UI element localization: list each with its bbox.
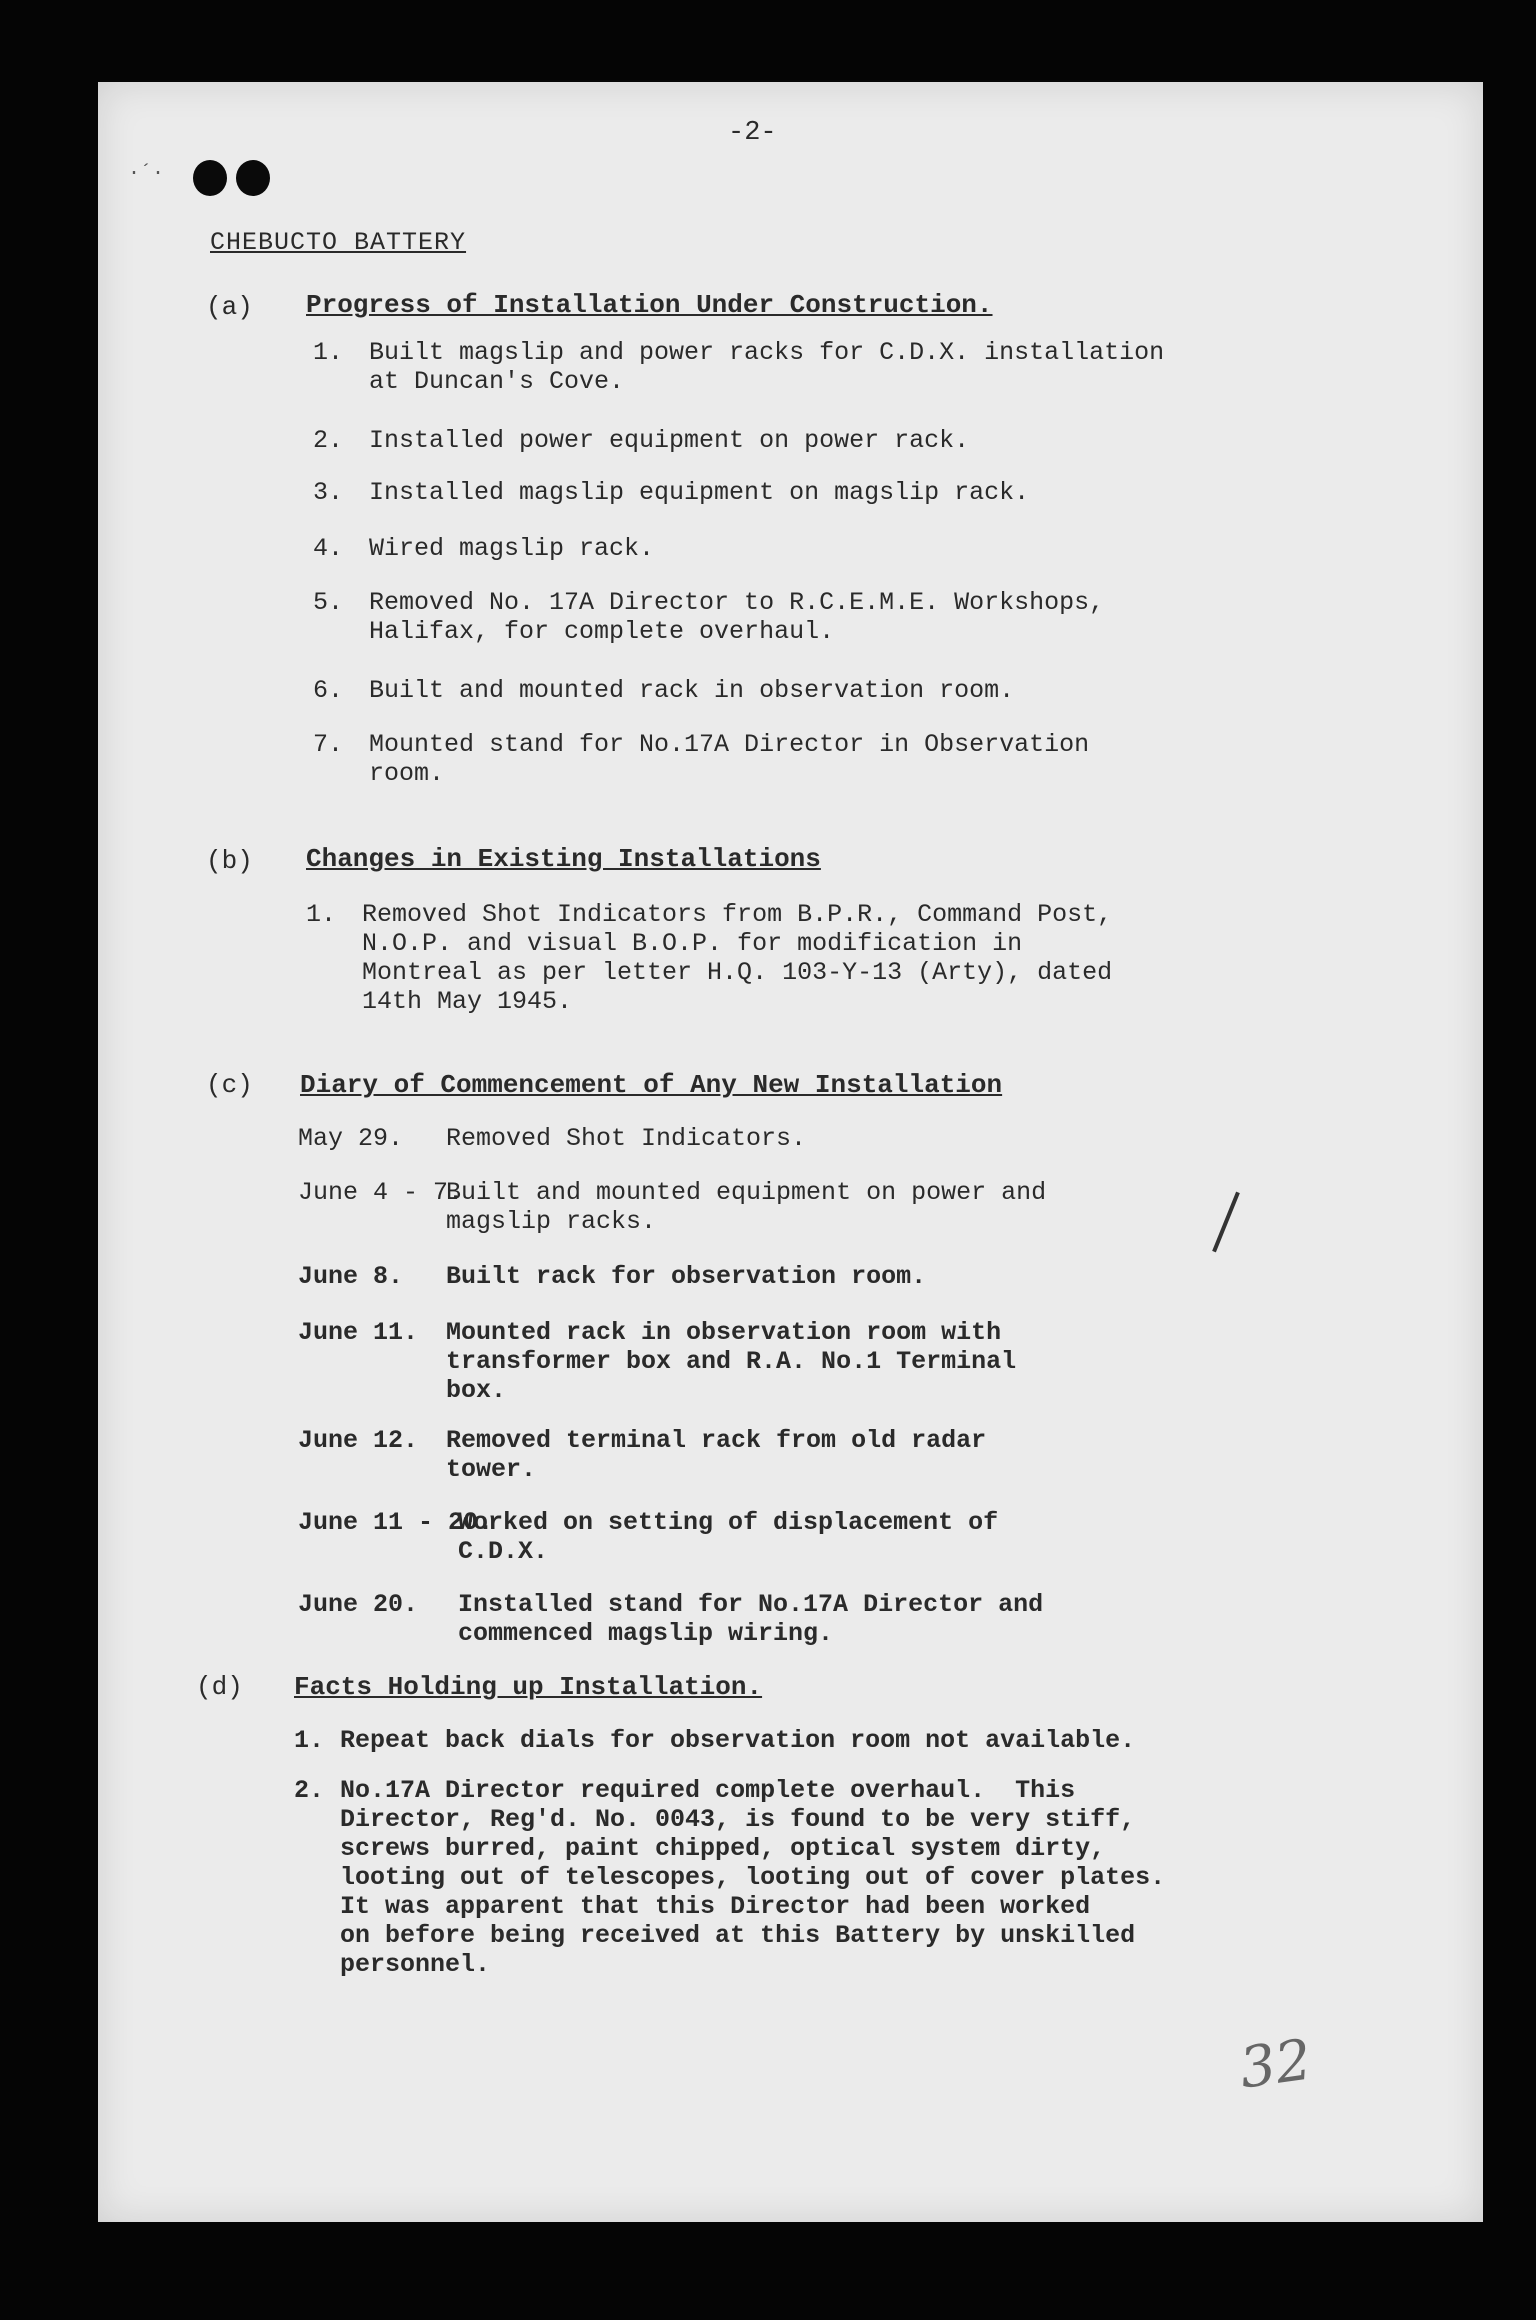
punch-hole (236, 160, 270, 196)
document-title: CHEBUCTO BATTERY (210, 228, 467, 257)
section-d-letter: (d) (196, 1672, 243, 1702)
section-a-letter: (a) (206, 292, 253, 322)
page-number: -2- (728, 118, 777, 148)
handwritten-tick-mark (1212, 1192, 1240, 1253)
margin-scribble: ·´· (128, 162, 165, 185)
section-b-letter: (b) (206, 846, 253, 876)
section-a-heading: Progress of Installation Under Construction. (306, 290, 993, 320)
document-page: ·´· -2- CHEBUCTO BATTERY (a) Progress of Installation Under Construction. 1. Built magslip and power racks for C.D.X. installation at Duncan's Cove. 2. Installed power equipment on power rack. 3. Installed magslip equipment on magslip rack. 4. Wired magslip rack. 5. Removed No. 17A Director to R.C.E.M.E. Workshops, Halifax, for complete overhaul. 6. Built and mounted rack in observation room. 7. Mounted stand for No.17A Director in Observation room. (b) Changes in Existing Installations 1. Removed Shot Indicators from B.P.R., Command Post, N.O.P. and visual B.O.P. for modification in Montreal as per letter H.Q. 103-Y-13 (Arty), dated 14th May 1945. (c) Diary of Commencement of Any New Installation May 29. Removed Shot Indicators. June 4 - 7. Built and mounted equipment on power and magslip racks. June 8. Built rack for observation room. June 11. Mounted rack in observation room with transformer box and R.A. No.1 Terminal box. June 12. Removed terminal rack from old radar tower. June 11 - 20. Worked on setting of displacement of C.D.X. June 20. Installed stand for No.17A Director and commenced magslip wiring. (d) Facts Holding up Installation. 1. Repeat back dials for observation room not available. 2. No.17A Director required complete overhaul. This Director, Reg'd. No. 0043, is found to be very stiff, screws burred, paint chipped, optical system dirty, looting out of telescopes, looting out of cover plates. It was apparent that this Director had been worked on before being received at this Battery by unskilled personnel. 32 (98, 82, 1483, 2222)
section-b-heading: Changes in Existing Installations (306, 844, 821, 874)
section-c-letter: (c) (206, 1070, 253, 1100)
section-c-heading: Diary of Commencement of Any New Installation (300, 1070, 1003, 1100)
punch-hole (193, 160, 227, 196)
section-d-heading: Facts Holding up Installation. (294, 1672, 763, 1702)
handwritten-page-annotation: 32 (1235, 2027, 1316, 2102)
